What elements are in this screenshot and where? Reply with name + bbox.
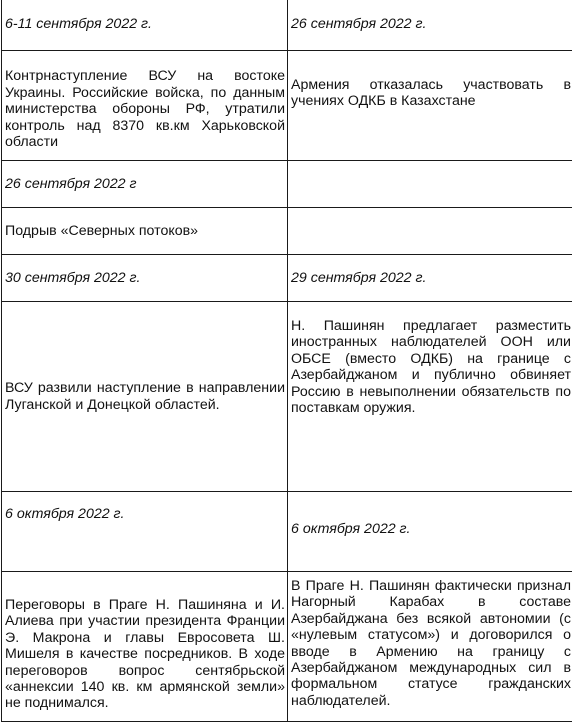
event-cell [2,572,288,722]
event-cell: Подрыв «Северных потоков» [2,208,288,255]
date-text: 6 октября 2022 г. [5,506,125,522]
date-cell: 30 сентября 2022 г. [2,255,288,302]
table-row [2,492,572,572]
date-text: 6 октября 2022 г. [291,521,411,537]
event-cell: ВСУ развили наступление в направлении Луганской и Донецкой областей. [2,302,288,492]
table-row [2,0,572,51]
date-cell: 29 сентября 2022 г. [288,255,572,302]
table-row [2,302,572,492]
empty-cell [288,208,572,255]
event-cell [288,302,572,492]
table-row [2,208,572,255]
event-text: В Праге Н. Пашинян фактически признал Нагорный Карабах в составе Азербайджана без всякой автономии (с «нулевым статусом») и договорился о вводе в Армению на границу с Азербайджаном международных сил в формальном статусе гражданских наблюдателей. [291,578,571,709]
table-row [2,161,572,208]
date-cell: 26 сентября 2022 г. [288,0,572,51]
table-row [2,572,572,722]
event-text: Н. Пашинян предлагает разместить иностранных наблюдателей ООН или ОБСЕ (вместо ОДКБ) на границе с Азербайджаном и публично обвиняет Россию в невыполнении обязательств по поставкам оружия. [291,318,571,417]
empty-cell [288,161,572,208]
date-cell: 6-11 сентября 2022 г. [2,0,288,51]
event-text: Армения отказалась участвовать в учениях ОДКБ в Казахстане [291,77,571,110]
event-text: Контрнаступление ВСУ на востоке Украины. Российские войска, по данным министерства обороны РФ, утратили контроль над 8370 кв.км Харьковской области [5,68,285,151]
event-text: Переговоры в Праге Н. Пашиняна и И. Алиева при участии президента Франции Э. Макрона и главы Евросовета Ш. Мишеля в качестве посредников. В ходе переговоров вопрос сентябрьской «аннексии 140 кв. км армянской земли» не поднимался. [5,597,285,712]
table-row [2,255,572,302]
date-cell [2,492,288,572]
timeline-table [1,0,572,722]
date-cell: 26 сентября 2022 г [2,161,288,208]
event-cell [2,51,288,161]
event-cell [288,51,572,161]
event-cell [288,572,572,722]
date-cell [288,492,572,572]
table-row [2,51,572,161]
